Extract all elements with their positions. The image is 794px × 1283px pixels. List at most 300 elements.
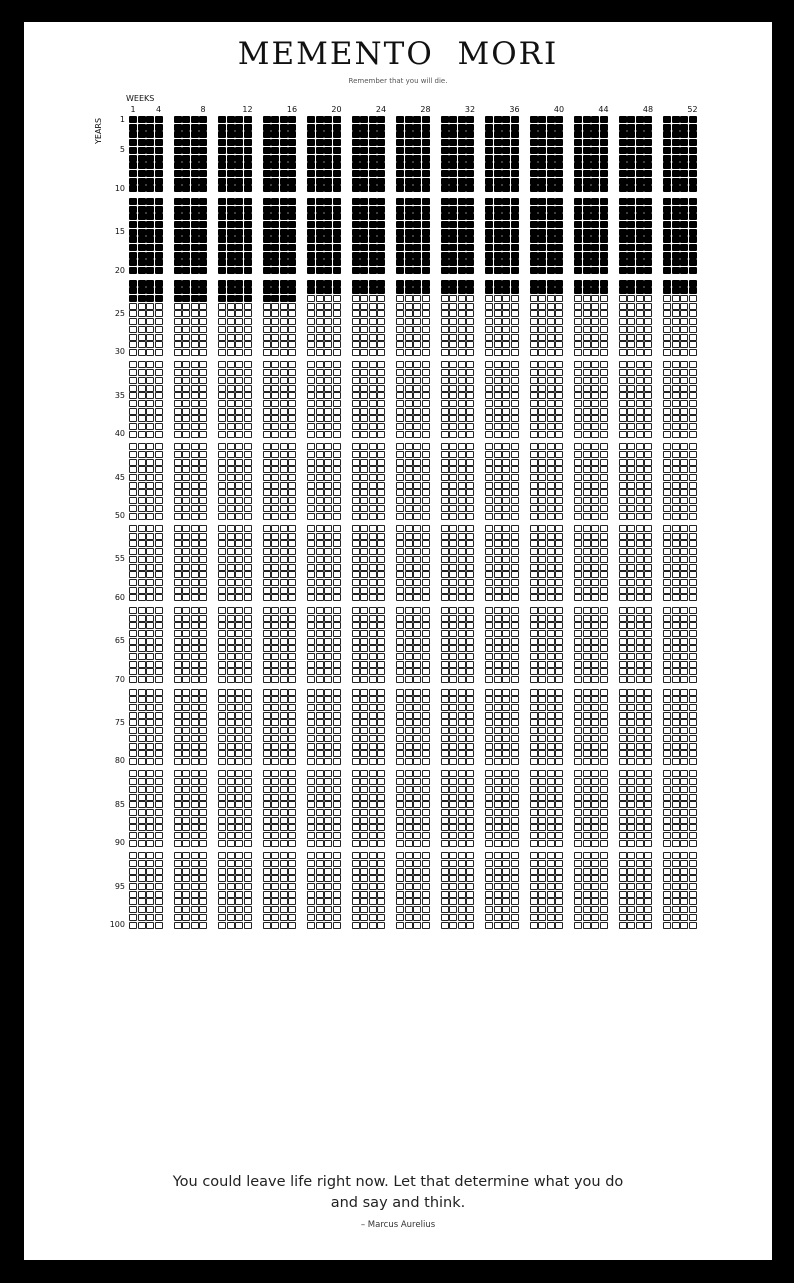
week-cell-remaining [235, 719, 243, 726]
week-cell-remaining [324, 668, 332, 675]
week-cell-remaining [619, 579, 627, 586]
week-cell-lived [600, 178, 608, 185]
week-cell-remaining [280, 668, 288, 675]
week-cell-lived [307, 198, 315, 205]
week-cell-lived [494, 287, 502, 294]
week-cell-remaining [369, 451, 377, 458]
week-cell-remaining [218, 875, 226, 882]
week-cell-remaining [199, 571, 207, 578]
week-cell-remaining [413, 326, 421, 333]
week-cell-remaining [555, 474, 563, 481]
week-cell-remaining [138, 689, 146, 696]
week-cell-lived [280, 252, 288, 259]
week-cell-lived [146, 295, 154, 302]
week-cell-remaining [627, 615, 635, 622]
week-cell-remaining [547, 868, 555, 875]
week-cell-remaining [663, 540, 671, 547]
week-cell-remaining [352, 860, 360, 867]
week-cell-remaining [449, 786, 457, 793]
week-cell-remaining [307, 369, 315, 376]
week-cell-remaining [271, 400, 279, 407]
week-cell-remaining [174, 676, 182, 683]
week-cell-remaining [244, 451, 252, 458]
week-cell-remaining [218, 704, 226, 711]
week-cell-remaining [280, 809, 288, 816]
week-cell-remaining [680, 341, 688, 348]
week-cell-remaining [422, 668, 430, 675]
week-cell-remaining [466, 466, 474, 473]
week-cell-remaining [627, 497, 635, 504]
week-cell-remaining [449, 824, 457, 831]
week-cell-remaining [316, 875, 324, 882]
week-cell-remaining [422, 832, 430, 839]
week-cell-remaining [405, 809, 413, 816]
week-cell-remaining [600, 750, 608, 757]
week-cell-remaining [271, 653, 279, 660]
week-cell-lived [288, 267, 296, 274]
week-cell-remaining [466, 622, 474, 629]
week-cell-remaining [485, 794, 493, 801]
week-cell-remaining [494, 615, 502, 622]
week-cell-remaining [413, 423, 421, 430]
week-cell-remaining [191, 817, 199, 824]
week-cell-remaining [663, 392, 671, 399]
week-cell-remaining [583, 303, 591, 310]
week-cell-lived [174, 124, 182, 131]
week-cell-remaining [511, 459, 519, 466]
week-cell-remaining [174, 860, 182, 867]
week-cell-remaining [583, 466, 591, 473]
week-cell-remaining [689, 408, 697, 415]
week-cell-remaining [441, 594, 449, 601]
week-cell-lived [138, 206, 146, 213]
week-cell-remaining [227, 809, 235, 816]
week-cell-lived [191, 198, 199, 205]
week-cell-remaining [422, 443, 430, 450]
week-cell-remaining [218, 533, 226, 540]
week-cell-remaining [680, 349, 688, 356]
week-cell-remaining [271, 704, 279, 711]
week-cell-lived [352, 259, 360, 266]
week-cell-remaining [441, 385, 449, 392]
week-cell-remaining [155, 801, 163, 808]
week-cell-remaining [138, 786, 146, 793]
week-cell-remaining [155, 778, 163, 785]
week-cell-remaining [405, 758, 413, 765]
year-label: 70 [114, 674, 125, 684]
week-cell-remaining [680, 704, 688, 711]
week-cell-remaining [360, 400, 368, 407]
week-cell-remaining [466, 497, 474, 504]
week-cell-remaining [511, 809, 519, 816]
week-cell-remaining [555, 809, 563, 816]
week-cell-remaining [485, 704, 493, 711]
week-cell-remaining [422, 423, 430, 430]
week-cell-remaining [324, 556, 332, 563]
week-cell-lived [369, 170, 377, 177]
week-cell-remaining [422, 615, 430, 622]
week-cell-remaining [502, 587, 510, 594]
week-cell-remaining [689, 310, 697, 317]
week-cell-lived [191, 259, 199, 266]
week-cell-remaining [377, 875, 385, 882]
week-cell-lived [155, 252, 163, 259]
week-cell-remaining [636, 459, 644, 466]
week-cell-remaining [218, 860, 226, 867]
week-cell-lived [288, 221, 296, 228]
week-cell-remaining [191, 525, 199, 532]
week-cell-remaining [583, 743, 591, 750]
week-cell-remaining [324, 548, 332, 555]
week-cell-remaining [530, 466, 538, 473]
week-cell-lived [405, 147, 413, 154]
week-cell-remaining [413, 704, 421, 711]
week-cell-remaining [494, 392, 502, 399]
week-cell-remaining [672, 587, 680, 594]
week-cell-lived [600, 131, 608, 138]
week-cell-lived [441, 139, 449, 146]
week-cell-remaining [288, 770, 296, 777]
week-cell-remaining [146, 548, 154, 555]
week-cell-lived [449, 259, 457, 266]
week-cell-remaining [377, 303, 385, 310]
week-cell-remaining [502, 571, 510, 578]
week-cell-remaining [636, 415, 644, 422]
week-cell-remaining [369, 875, 377, 882]
week-cell-remaining [235, 868, 243, 875]
week-cell-remaining [280, 310, 288, 317]
week-cell-remaining [689, 750, 697, 757]
week-cell-remaining [485, 459, 493, 466]
week-cell-remaining [396, 571, 404, 578]
week-cell-remaining [263, 505, 271, 512]
week-cell-remaining [663, 533, 671, 540]
week-cell-remaining [360, 451, 368, 458]
week-cell-remaining [494, 852, 502, 859]
week-cell-remaining [663, 801, 671, 808]
week-cell-remaining [485, 786, 493, 793]
week-cell-remaining [360, 750, 368, 757]
week-cell-remaining [441, 556, 449, 563]
week-cell-remaining [307, 556, 315, 563]
week-cell-remaining [396, 645, 404, 652]
week-cell-remaining [182, 661, 190, 668]
week-cell-remaining [547, 295, 555, 302]
week-cell-remaining [636, 525, 644, 532]
week-cell-remaining [591, 385, 599, 392]
week-cell-remaining [244, 303, 252, 310]
week-cell-remaining [129, 852, 137, 859]
week-cell-remaining [271, 326, 279, 333]
week-cell-remaining [555, 786, 563, 793]
week-cell-remaining [227, 607, 235, 614]
week-cell-lived [502, 155, 510, 162]
week-cell-remaining [600, 533, 608, 540]
week-cell-lived [191, 213, 199, 220]
week-cell-lived [555, 221, 563, 228]
week-cell-remaining [494, 868, 502, 875]
week-cell-remaining [538, 579, 546, 586]
week-cell-remaining [235, 840, 243, 847]
week-cell-remaining [555, 423, 563, 430]
week-cell-remaining [555, 852, 563, 859]
week-cell-lived [288, 287, 296, 294]
week-cell-remaining [288, 400, 296, 407]
week-cell-lived [360, 229, 368, 236]
week-cell-lived [574, 131, 582, 138]
week-cell-remaining [449, 451, 457, 458]
week-cell-lived [146, 236, 154, 243]
week-cell-remaining [155, 645, 163, 652]
week-cell-lived [574, 221, 582, 228]
week-cell-remaining [227, 564, 235, 571]
week-cell-remaining [155, 735, 163, 742]
week-cell-remaining [547, 423, 555, 430]
week-cell-remaining [511, 489, 519, 496]
week-cell-remaining [458, 607, 466, 614]
week-cell-remaining [663, 727, 671, 734]
week-cell-remaining [324, 349, 332, 356]
week-cell-remaining [369, 817, 377, 824]
week-cell-remaining [191, 400, 199, 407]
week-cell-lived [689, 287, 697, 294]
week-cell-remaining [494, 735, 502, 742]
week-cell-remaining [155, 817, 163, 824]
week-cell-remaining [396, 579, 404, 586]
week-cell-remaining [619, 533, 627, 540]
week-cell-remaining [405, 369, 413, 376]
week-cell-remaining [263, 540, 271, 547]
week-cell-remaining [182, 778, 190, 785]
week-cell-remaining [530, 727, 538, 734]
week-cell-remaining [636, 622, 644, 629]
week-cell-remaining [244, 638, 252, 645]
week-cell-lived [288, 147, 296, 154]
week-cell-lived [227, 229, 235, 236]
week-cell-lived [466, 236, 474, 243]
week-cell-remaining [324, 719, 332, 726]
week-cell-remaining [263, 341, 271, 348]
week-cell-remaining [600, 431, 608, 438]
week-cell-lived [316, 229, 324, 236]
week-cell-remaining [422, 712, 430, 719]
week-cell-lived [227, 267, 235, 274]
week-cell-remaining [235, 809, 243, 816]
week-cell-remaining [263, 809, 271, 816]
week-cell-remaining [530, 334, 538, 341]
week-cell-remaining [396, 661, 404, 668]
week-cell-remaining [263, 622, 271, 629]
week-cell-remaining [458, 668, 466, 675]
week-cell-remaining [396, 392, 404, 399]
week-cell-remaining [530, 303, 538, 310]
week-cell-remaining [466, 303, 474, 310]
week-cell-lived [555, 131, 563, 138]
week-cell-lived [583, 178, 591, 185]
week-cell-remaining [627, 653, 635, 660]
week-cell-remaining [271, 801, 279, 808]
week-cell-remaining [680, 408, 688, 415]
week-cell-remaining [672, 801, 680, 808]
week-cell-remaining [547, 607, 555, 614]
week-cell-remaining [138, 638, 146, 645]
week-cell-remaining [138, 770, 146, 777]
week-cell-lived [155, 170, 163, 177]
week-cell-remaining [449, 817, 457, 824]
week-cell-lived [138, 147, 146, 154]
week-cell-remaining [530, 474, 538, 481]
week-cell-lived [218, 206, 226, 213]
week-cell-lived [369, 252, 377, 259]
week-cell-remaining [600, 770, 608, 777]
week-cell-lived [360, 213, 368, 220]
week-cell-lived [333, 213, 341, 220]
week-cell-remaining [174, 809, 182, 816]
week-cell-remaining [441, 817, 449, 824]
week-cell-remaining [619, 668, 627, 675]
week-cell-remaining [324, 622, 332, 629]
week-cell-lived [174, 162, 182, 169]
week-cell-lived [547, 213, 555, 220]
week-cell-remaining [511, 719, 519, 726]
week-cell-remaining [511, 540, 519, 547]
week-cell-remaining [235, 630, 243, 637]
week-cell-remaining [316, 408, 324, 415]
week-cell-remaining [583, 630, 591, 637]
week-cell-remaining [199, 750, 207, 757]
week-cell-remaining [466, 676, 474, 683]
week-cell-remaining [441, 735, 449, 742]
week-cell-remaining [583, 334, 591, 341]
week-cell-remaining [324, 525, 332, 532]
week-cell-remaining [333, 840, 341, 847]
week-cell-remaining [271, 392, 279, 399]
week-cell-remaining [155, 466, 163, 473]
week-cell-remaining [360, 809, 368, 816]
week-cell-lived [174, 259, 182, 266]
week-cell-remaining [227, 334, 235, 341]
week-cell-lived [377, 116, 385, 123]
week-cell-remaining [538, 548, 546, 555]
week-cell-remaining [644, 668, 652, 675]
week-cell-lived [680, 170, 688, 177]
week-cell-remaining [538, 415, 546, 422]
week-cell-remaining [352, 326, 360, 333]
week-cell-remaining [405, 533, 413, 540]
week-cell-remaining [449, 860, 457, 867]
week-cell-remaining [530, 594, 538, 601]
week-cell-lived [146, 287, 154, 294]
week-cell-lived [227, 295, 235, 302]
week-cell-lived [155, 236, 163, 243]
week-cell-remaining [369, 735, 377, 742]
week-cell-remaining [494, 661, 502, 668]
week-cell-lived [129, 185, 137, 192]
week-cell-lived [511, 178, 519, 185]
week-cell-remaining [644, 525, 652, 532]
week-cell-lived [307, 155, 315, 162]
week-cell-lived [191, 162, 199, 169]
week-cell-remaining [511, 875, 519, 882]
week-cell-remaining [324, 497, 332, 504]
week-cell-remaining [485, 630, 493, 637]
week-cell-remaining [600, 630, 608, 637]
week-cell-remaining [574, 719, 582, 726]
week-cell-remaining [146, 489, 154, 496]
week-cell-remaining [324, 482, 332, 489]
week-cell-lived [494, 229, 502, 236]
week-cell-remaining [494, 645, 502, 652]
week-cell-remaining [271, 482, 279, 489]
week-cell-remaining [591, 852, 599, 859]
week-cell-remaining [591, 513, 599, 520]
week-cell-lived [174, 252, 182, 259]
week-cell-remaining [288, 326, 296, 333]
week-cell-remaining [263, 653, 271, 660]
week-cell-lived [324, 185, 332, 192]
week-cell-remaining [360, 369, 368, 376]
week-cell-lived [672, 229, 680, 236]
week-cell-remaining [146, 622, 154, 629]
week-cell-remaining [583, 778, 591, 785]
week-cell-lived [494, 267, 502, 274]
week-cell-remaining [530, 704, 538, 711]
week-cell-lived [449, 280, 457, 287]
week-cell-remaining [583, 415, 591, 422]
week-cell-remaining [502, 497, 510, 504]
week-cell-lived [352, 252, 360, 259]
week-cell-remaining [396, 497, 404, 504]
week-cell-remaining [263, 758, 271, 765]
week-cell-remaining [663, 564, 671, 571]
week-cell-lived [441, 116, 449, 123]
week-cell-remaining [485, 868, 493, 875]
week-cell-remaining [244, 778, 252, 785]
week-cell-remaining [174, 400, 182, 407]
week-cell-remaining [583, 615, 591, 622]
week-cell-remaining [271, 638, 279, 645]
week-cell-remaining [271, 817, 279, 824]
week-cell-remaining [413, 466, 421, 473]
week-cell-remaining [663, 556, 671, 563]
week-cell-remaining [227, 868, 235, 875]
week-cell-remaining [360, 653, 368, 660]
week-cell-lived [244, 131, 252, 138]
week-cell-remaining [680, 630, 688, 637]
week-cell-remaining [413, 860, 421, 867]
week-cell-lived [155, 124, 163, 131]
week-cell-remaining [396, 727, 404, 734]
week-cell-remaining [405, 817, 413, 824]
week-cell-remaining [466, 571, 474, 578]
week-cell-remaining [441, 840, 449, 847]
week-cell-remaining [199, 400, 207, 407]
week-cell-lived [377, 198, 385, 205]
week-cell-remaining [218, 594, 226, 601]
week-cell-lived [449, 198, 457, 205]
week-cell-remaining [263, 423, 271, 430]
week-cell-remaining [627, 883, 635, 890]
week-cell-remaining [138, 341, 146, 348]
week-cell-remaining [155, 392, 163, 399]
week-cell-remaining [458, 735, 466, 742]
week-cell-remaining [449, 852, 457, 859]
week-cell-remaining [485, 801, 493, 808]
week-cell-remaining [360, 860, 368, 867]
week-cell-remaining [502, 794, 510, 801]
week-cell-remaining [288, 587, 296, 594]
week-cell-remaining [441, 809, 449, 816]
